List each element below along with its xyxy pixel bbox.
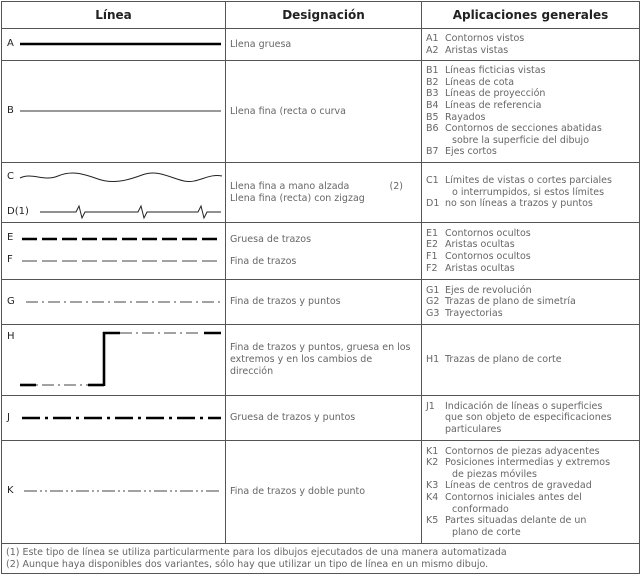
line-sample-j [2, 396, 226, 441]
applications-k [422, 441, 640, 544]
designation-e: Gruesa de trazos [230, 234, 312, 245]
designation-g: Fina de trazos y puntos [226, 280, 422, 325]
header-applications: Aplicaciones generales [422, 2, 640, 29]
line-sample-g [2, 280, 226, 325]
designation-d: Llena fina (recta) con zigzag [230, 192, 365, 204]
line-label-g: G [7, 296, 15, 307]
app-item-continued: plano de corte [452, 526, 521, 538]
app-item: H1 Trazas de plano de corte [426, 354, 562, 366]
footnotes-row [2, 544, 640, 574]
table-row-g [2, 280, 640, 325]
app-item-continued: sobre la superficie del dibujo [452, 134, 590, 146]
line-label-a: A [7, 38, 14, 49]
table-row-a [2, 29, 640, 61]
app-item: B6 Contornos de secciones abatidas [426, 123, 602, 135]
line-sample-cell-k [2, 441, 226, 544]
designation-note: (2) [389, 180, 403, 192]
line-sample-h [2, 325, 226, 396]
app-item: F2 Aristas ocultas [426, 262, 515, 274]
header-row [2, 2, 640, 29]
app-item: K3 Líneas de centros de gravedad [426, 480, 592, 492]
line-label-f: F [7, 254, 13, 265]
app-item: D1 no son líneas a trazos y puntos [426, 198, 593, 210]
header-line: Línea [2, 2, 226, 29]
app-item-continued: que son objeto de especificaciones [445, 412, 612, 424]
line-sample-e-f [2, 223, 226, 280]
table-row-c-d [2, 163, 640, 223]
app-item: A1 Contornos vistos [426, 32, 525, 44]
line-label-k: K [7, 485, 14, 496]
app-item: C1 Límites de vistas o cortes parciales [426, 175, 612, 187]
line-sample-c-d [2, 163, 226, 223]
table-row-e-f [2, 223, 640, 280]
app-item: G1 Ejes de revolución [426, 284, 532, 296]
app-item: B2 Líneas de cota [426, 76, 515, 88]
table-row-k [2, 441, 640, 544]
designation-c: Llena fina a mano alzada [230, 180, 350, 192]
line-label-d: D(1) [7, 206, 29, 217]
line-sample-cell-b [2, 61, 226, 163]
app-item: K4 Contornos iniciales antes del [426, 492, 582, 503]
designation-h: Fina de trazos y puntos, gruesa en los extremos y en los cambios de dirección [226, 325, 422, 396]
app-item: B4 Líneas de referencia [426, 99, 542, 111]
line-sample-cell-h [2, 325, 226, 396]
designation-e-f [226, 223, 422, 280]
applications-g [422, 280, 640, 325]
app-item-continued: conformado [452, 503, 509, 515]
line-label-b: B [7, 105, 14, 116]
line-types-table [1, 1, 640, 574]
footnotes [2, 544, 640, 574]
footnote-2: (2) Aunque haya disponibles dos variantes, sólo hay que utilizar un tipo de línea en un mismo dibujo. [6, 558, 489, 570]
line-label-c: C [7, 171, 14, 182]
table-row-h [2, 325, 640, 396]
applications-a [422, 29, 640, 61]
app-item: F1 Contornos ocultos [426, 251, 531, 262]
designation-b: Llena fina (recta o curva [226, 61, 422, 163]
line-label-h: H [7, 331, 15, 342]
applications-b [422, 61, 640, 163]
app-item: K1 Contornos de piezas adyacentes [426, 445, 600, 457]
app-item: K2 Posiciones intermedias y extremos [426, 457, 611, 469]
app-item: G2 Trazas de plano de simetría [426, 296, 576, 308]
app-item: E2 Aristas ocultas [426, 239, 515, 251]
app-item: K5 Partes situadas delante de un [426, 515, 587, 527]
app-item: E1 Contornos ocultos [426, 227, 531, 239]
app-item-continued: particulares [445, 423, 502, 435]
designation-a: Llena gruesa [226, 29, 422, 61]
line-sample-cell-g [2, 280, 226, 325]
footnote-1: (1) Este tipo de línea se utiliza particularmente para los dibujos ejecutados de una manera automatizada [6, 546, 507, 558]
applications-j [422, 396, 640, 441]
app-item: G3 Trayectorias [426, 307, 503, 319]
line-sample-cell-c-d [2, 163, 226, 223]
app-item-continued: de piezas móviles [452, 468, 537, 480]
line-sample-k [2, 441, 226, 544]
table-row-b [2, 61, 640, 163]
line-sample-a [2, 29, 226, 61]
table-row-j [2, 396, 640, 441]
app-item: J1 Indicación de líneas o superficies [426, 400, 603, 412]
line-sample-cell-j [2, 396, 226, 441]
app-item: B1 Líneas ficticias vistas [426, 65, 546, 77]
app-item: A2 Aristas vistas [426, 44, 509, 56]
app-item: B7 Ejes cortos [426, 146, 497, 158]
designation-j: Gruesa de trazos y puntos [226, 396, 422, 441]
line-label-e: E [7, 232, 14, 243]
applications-e-f [422, 223, 640, 280]
header-designation: Designación [226, 2, 422, 29]
line-label-j: J [7, 412, 10, 423]
designation-c-d [226, 163, 422, 223]
app-item-continued: o interrumpidos, si estos límites [452, 186, 605, 198]
line-sample-cell-a [2, 29, 226, 61]
app-item: B3 Líneas de proyección [426, 88, 546, 100]
line-sample-b [2, 61, 226, 163]
applications-h [422, 325, 640, 396]
designation-f: Fina de trazos [230, 256, 297, 267]
line-sample-cell-e-f [2, 223, 226, 280]
applications-c-d [422, 163, 640, 223]
app-item: B5 Rayados [426, 111, 486, 123]
designation-k: Fina de trazos y doble punto [226, 441, 422, 544]
